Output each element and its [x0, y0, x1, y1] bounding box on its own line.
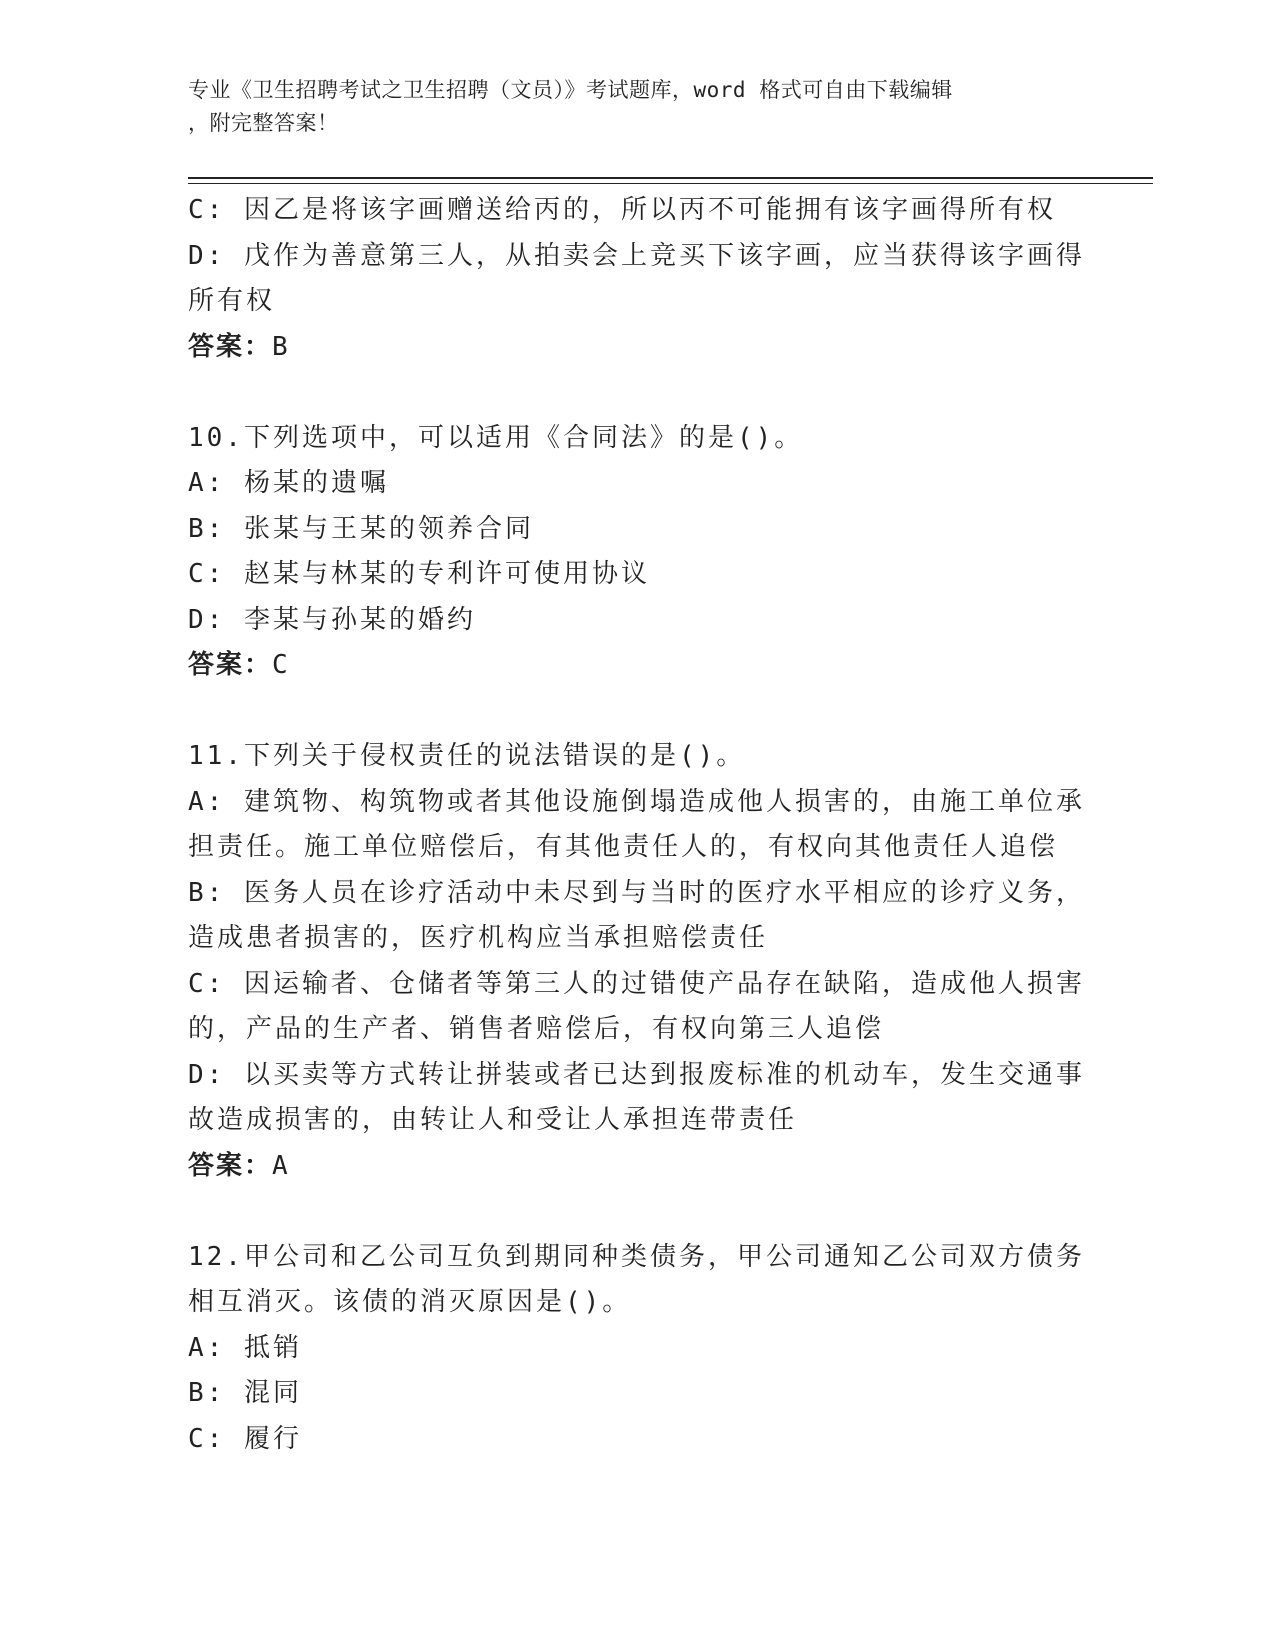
document-body — [188, 188, 1088, 1462]
question-stem: 10.下列选项中，可以适用《合同法》的是()。 — [188, 422, 804, 453]
spacer — [188, 689, 1088, 735]
header-divider-thin — [188, 183, 1153, 184]
answer — [188, 1144, 1088, 1190]
option-a: A: 杨某的遗嘱 — [188, 468, 389, 498]
question-12 — [188, 1235, 1088, 1463]
answer-value: B — [272, 331, 291, 362]
answer-value: C — [272, 650, 291, 680]
option-b: B: 混同 — [188, 1378, 302, 1408]
option-a-cont: 担责任。施工单位赔偿后，有其他责任人的，有权向其他责任人追偿 — [188, 832, 1059, 862]
option-d: D: 李某与孙某的婚约 — [188, 604, 476, 635]
option-c-cont: 的，产品的生产者、销售者赔偿后，有权向第三人追偿 — [188, 1014, 885, 1044]
option-b: B: 张某与王某的领养合同 — [188, 513, 534, 544]
header-divider — [188, 177, 1153, 179]
option-d: D: 以买卖等方式转让拼装或者已达到报废标准的机动车，发生交通事 — [188, 1059, 1085, 1090]
option-c: C: 履行 — [188, 1423, 302, 1454]
question-stem: 11.下列关于侵权责任的说法错误的是()。 — [188, 741, 746, 771]
option-b: B: 医务人员在诊疗活动中未尽到与当时的医疗水平相应的诊疗义务， — [188, 877, 1085, 908]
question-9-tail — [188, 188, 1088, 370]
option-d-cont: 故造成损害的，由转让人和受让人承担连带责任 — [188, 1105, 798, 1135]
option-d-cont: 所有权 — [188, 286, 276, 316]
answer — [188, 325, 1088, 371]
option-d: D: 戊作为善意第三人，从拍卖会上竞买下该字画，应当获得该字画得 — [188, 240, 1085, 271]
header-line: 专业《卫生招聘考试之卫生招聘（文员）》考试题库，word 格式可自由下载编辑 — [188, 78, 953, 102]
question-10 — [188, 416, 1088, 689]
answer — [188, 643, 1088, 689]
answer-label: 答案： — [188, 1150, 273, 1181]
question-stem-cont: 相互消灭。该债的消灭原因是()。 — [188, 1287, 632, 1317]
spacer — [188, 1189, 1088, 1235]
option-b-cont: 造成患者损害的，医疗机构应当承担赔偿责任 — [188, 923, 769, 953]
answer-label: 答案： — [188, 331, 273, 362]
header-line: ，附完整答案！ — [188, 111, 339, 135]
option-a: A: 抵销 — [188, 1332, 302, 1363]
spacer — [188, 370, 1088, 416]
option-a: A: 建筑物、构筑物或者其他设施倒塌造成他人损害的，由施工单位承 — [188, 786, 1085, 817]
answer-value: A — [272, 1150, 291, 1181]
document-header — [188, 74, 1088, 140]
answer-label: 答案： — [188, 650, 273, 680]
question-stem: 12.甲公司和乙公司互负到期同种类债务，甲公司通知乙公司双方债务 — [188, 1241, 1085, 1272]
option-c: C: 因乙是将该字画赠送给丙的，所以丙不可能拥有该字画得所有权 — [188, 195, 1056, 225]
question-11 — [188, 734, 1088, 1189]
option-c: C: 赵某与林某的专利许可使用协议 — [188, 559, 650, 589]
option-c: C: 因运输者、仓储者等第三人的过错使产品存在缺陷，造成他人损害 — [188, 968, 1085, 999]
